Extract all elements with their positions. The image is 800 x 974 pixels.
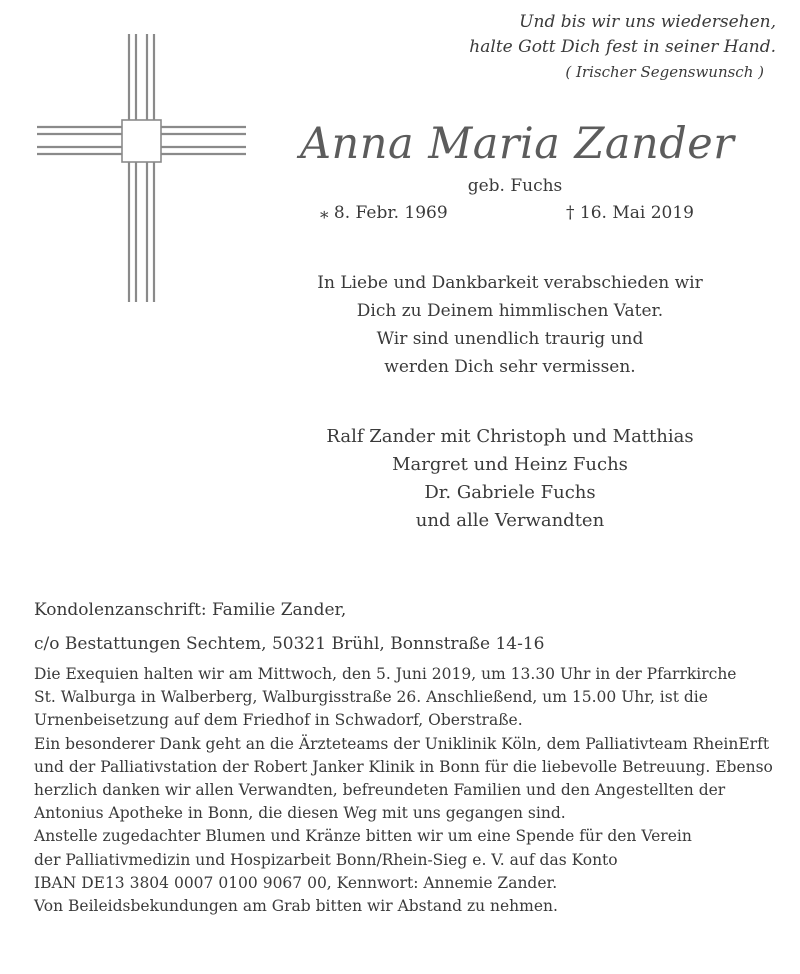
- cross-icon: [0, 0, 260, 310]
- mourner-line: Ralf Zander mit Christoph und Matthias: [326, 426, 694, 447]
- body-line: St. Walburga in Walberberg, Walburgisstraße 26. Anschließend, um 15.00 Uhr, ist die: [34, 688, 708, 707]
- condolence-line: Kondolenzanschrift: Familie Zander,: [34, 600, 347, 620]
- body-line: Antonius Apotheke in Bonn, die diesen Weg mit uns gegangen sind.: [34, 804, 566, 823]
- farewell-line: In Liebe und Dankbarkeit verabschieden wir: [317, 273, 703, 293]
- body-line: Anstelle zugedachter Blumen und Kränze bitten wir um eine Spende für den Verein: [34, 827, 692, 846]
- body-line: IBAN DE13 3804 0007 0100 9067 00, Kennwort: Annemie Zander.: [34, 873, 558, 892]
- farewell-line: werden Dich sehr vermissen.: [384, 357, 636, 377]
- condolence-address: [34, 593, 774, 661]
- body-line: und der Palliativstation der Robert Janker Klinik in Bonn für die liebevolle Betreuung. Ebenso: [34, 757, 773, 776]
- birth-date: ⁎ 8. Febr. 1969: [320, 203, 448, 223]
- body-line: Urnenbeisetzung auf dem Friedhof in Schwadorf, Oberstraße.: [34, 711, 523, 730]
- life-dates: [320, 203, 700, 229]
- birth-name: geb. Fuchs: [467, 176, 563, 196]
- mourners-list: [250, 423, 770, 535]
- body-line: herzlich danken wir allen Verwandten, befreundeten Familien und den Angestellten der: [34, 781, 726, 800]
- body-line: der Palliativmedizin und Hospizarbeit Bonn/Rhein-Sieg e. V. auf das Konto: [34, 850, 618, 869]
- farewell-text: [250, 269, 770, 381]
- mourner-line: Dr. Gabriele Fuchs: [424, 482, 596, 503]
- body-line: Von Beileidsbekundungen am Grab bitten wir Abstand zu nehmen.: [34, 897, 558, 916]
- farewell-line: Dich zu Deinem himmlischen Vater.: [356, 301, 664, 321]
- quote-source: ( Irischer Segenswunsch ): [565, 63, 764, 81]
- body-line: Die Exequien halten wir am Mittwoch, den 5. Juni 2019, um 13.30 Uhr in der Pfarrkirche: [34, 665, 737, 683]
- mourner-line: Margret und Heinz Fuchs: [392, 454, 628, 475]
- body-line: Ein besonderer Dank geht an die Ärzteteams der Uniklinik Köln, dem Palliativteam RheinErft: [34, 734, 770, 753]
- deceased-name: Anna Maria Zander: [300, 119, 735, 169]
- blessing-quote: [436, 10, 776, 84]
- farewell-line: Wir sind unendlich traurig und: [376, 329, 644, 349]
- quote-line: halte Gott Dich fest in seiner Hand.: [469, 37, 776, 57]
- condolence-line: c/o Bestattungen Sechtem, 50321 Brühl, Bonnstraße 14-16: [34, 634, 545, 654]
- mourner-line: und alle Verwandten: [415, 510, 605, 531]
- death-date: † 16. Mai 2019: [566, 203, 694, 223]
- service-details: [34, 663, 774, 918]
- quote-line: Und bis wir uns wiedersehen,: [519, 12, 776, 32]
